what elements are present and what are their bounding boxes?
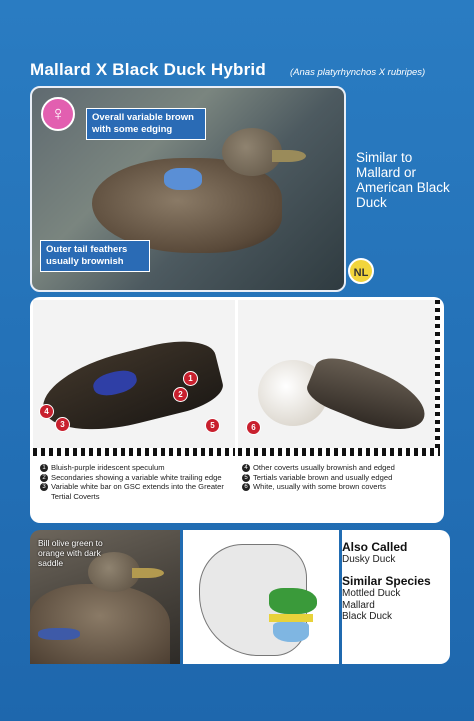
legend-text: White, usually with some brown coverts: [253, 482, 386, 492]
range-breeding: [269, 588, 317, 614]
scale-ruler-right: [435, 300, 440, 448]
legend-column-left: [40, 463, 240, 501]
callout-plumage: Overall variable brown with some edging: [86, 108, 206, 140]
legend-text: Variable white bar on GSC extends into the Greater Tertial Coverts: [51, 482, 224, 501]
female-symbol-icon: ♀: [41, 97, 75, 131]
marker-3: 3: [55, 417, 70, 432]
underwing-photo: [238, 300, 440, 456]
head-closeup-photo: [30, 530, 180, 664]
legend-text: Tertials variable brown and usually edged: [253, 472, 393, 482]
wing-panel: [30, 297, 444, 523]
also-called-heading: Also Called: [342, 540, 408, 554]
scientific-name: (Anas platyrhynchos X rubripes): [290, 67, 426, 78]
duck-body: [30, 584, 170, 664]
legend-number: 5: [242, 474, 250, 482]
legend-number: 1: [40, 464, 48, 472]
range-wintering: [273, 622, 309, 642]
marker-2: 2: [173, 387, 188, 402]
bill-caption: Bill olive green to orange with dark saddle: [38, 538, 103, 568]
title-row: [22, 58, 462, 84]
marker-1: 1: [183, 371, 198, 386]
upperwing-photo: [33, 300, 235, 456]
legend-item: [40, 463, 240, 473]
similar-species-section: [342, 574, 431, 623]
duck-bill: [132, 568, 164, 578]
range-map: [183, 530, 339, 664]
legend-number: 3: [40, 483, 48, 491]
main-duck-photo: [30, 86, 369, 292]
range-year-round: [269, 614, 313, 622]
legend-number: 4: [242, 464, 250, 472]
legend-text: Secondaries showing a variable white trailing edge: [51, 472, 222, 482]
page-title: Mallard X Black Duck Hybrid: [30, 60, 266, 79]
marker-6: 6: [246, 420, 261, 435]
callout-tail-feathers: Outer tail feathers usually brownish: [40, 240, 150, 272]
speculum-patch: [164, 168, 202, 190]
info-box: [342, 530, 450, 664]
also-called-section: [342, 540, 407, 566]
similar-species-item: Black Duck: [342, 611, 393, 622]
underwing-grey-shape: [303, 349, 434, 442]
legend-text: Bluish-purple iridescent speculum: [51, 463, 165, 472]
marker-5: 5: [205, 418, 220, 433]
similar-to-text: Similar to Mallard or American Black Duck: [356, 150, 450, 210]
also-called-item: Dusky Duck: [342, 554, 396, 565]
legend-item: [40, 482, 240, 501]
legend-column-right: [242, 463, 442, 492]
legend-item: [40, 473, 240, 483]
bottom-strip: [30, 530, 450, 664]
duck-bill: [272, 150, 306, 162]
scale-ruler-bottom: [238, 448, 440, 456]
legend-item: [242, 482, 442, 492]
legend-item: [242, 463, 442, 473]
similar-species-item: Mottled Duck: [342, 588, 401, 599]
legend-number: 6: [242, 483, 250, 491]
legend-number: 2: [40, 474, 48, 482]
region-badge: NL: [348, 258, 374, 284]
legend-text: Other coverts usually brownish and edged: [253, 463, 395, 472]
similar-species-heading: Similar Species: [342, 574, 431, 588]
scale-ruler-bottom: [33, 448, 235, 456]
legend-item: [242, 473, 442, 483]
marker-4: 4: [39, 404, 54, 419]
similar-species-item: Mallard: [342, 599, 375, 611]
speculum-patch: [38, 628, 80, 640]
